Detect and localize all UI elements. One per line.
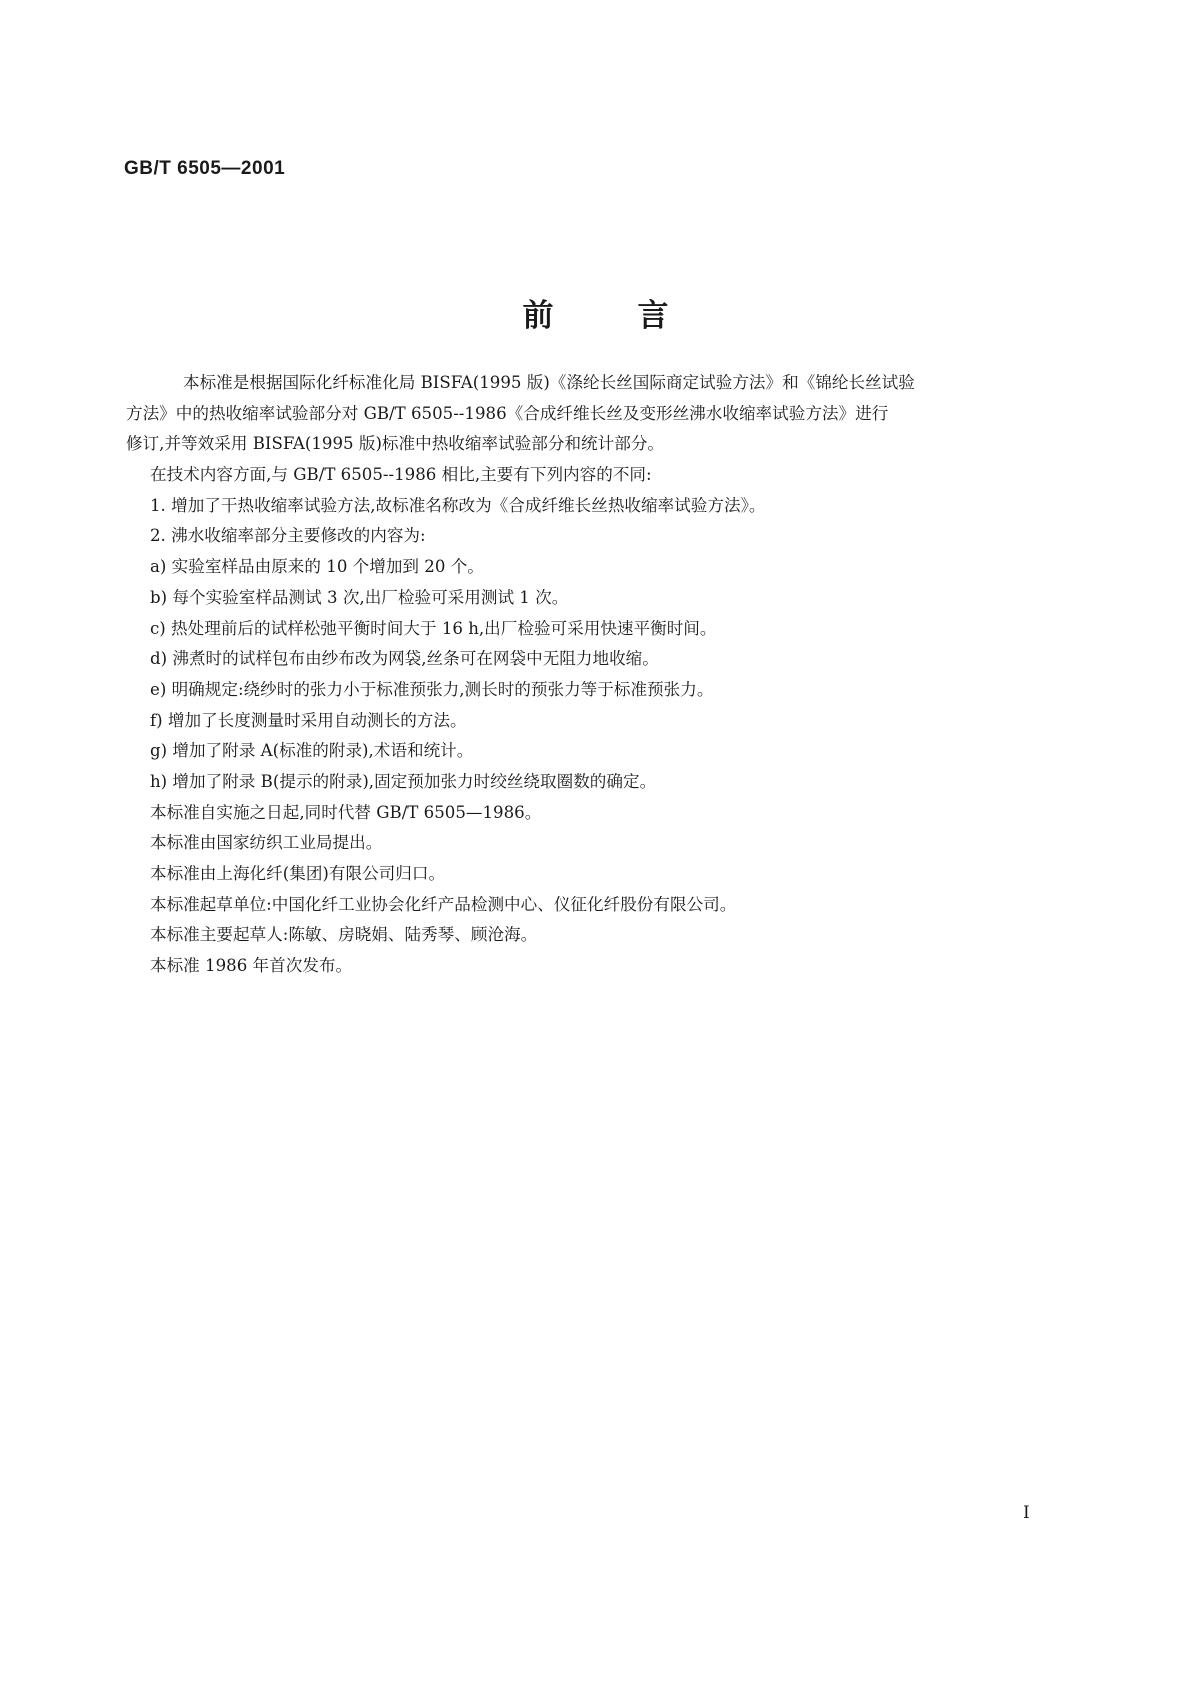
sub-item-a: a) 实验室样品由原来的 10 个增加到 20 个。 <box>150 557 484 577</box>
sub-item-d: d) 沸煮时的试样包布由纱布改为网袋,丝条可在网袋中无阻力地收缩。 <box>150 649 659 669</box>
title-char-2: 言 <box>637 298 669 334</box>
differences-intro: 在技术内容方面,与 GB/T 6505--1986 相比,主要有下列内容的不同: <box>150 465 652 485</box>
sub-item-e: e) 明确规定:绕纱时的张力小于标准预张力,测长时的预张力等于标准预张力。 <box>150 679 714 699</box>
page-title <box>0 290 1191 335</box>
proposed-by-statement: 本标准由国家纺织工业局提出。 <box>150 833 383 853</box>
intro-paragraph-line-2: 方法》中的热收缩率试验部分对 GB/T 6505--1986《合成纤维长丝及变形丝沸水收缩率试验方法》进行 <box>126 403 889 423</box>
title-char-1: 前 <box>522 298 554 334</box>
foreword-body <box>126 368 1074 982</box>
replacement-statement: 本标准自实施之日起,同时代替 GB/T 6505—1986。 <box>150 802 542 822</box>
standard-code-header: GB/T 6505—2001 <box>124 158 286 179</box>
sub-item-h: h) 增加了附录 B(提示的附录),固定预加张力时绞丝绕取圈数的确定。 <box>150 771 657 791</box>
managed-by-statement: 本标准由上海化纤(集团)有限公司归口。 <box>150 864 446 883</box>
list-item-1: 1. 增加了干热收缩率试验方法,故标准名称改为《合成纤维长丝热收缩率试验方法》。 <box>150 495 766 515</box>
sub-item-b: b) 每个实验室样品测试 3 次,出厂检验可采用测试 1 次。 <box>150 587 569 607</box>
sub-item-g: g) 增加了附录 A(标准的附录),术语和统计。 <box>150 741 474 761</box>
drafters-statement: 本标准主要起草人:陈敏、房晓娟、陆秀琴、顾沧海。 <box>150 925 538 945</box>
page-number: I <box>1023 1503 1030 1523</box>
intro-paragraph-line-3: 修订,并等效采用 BISFA(1995 版)标准中热收缩率试验部分和统计部分。 <box>126 434 665 454</box>
sub-item-f: f) 增加了长度测量时采用自动测长的方法。 <box>150 710 467 730</box>
sub-item-c: c) 热处理前后的试样松弛平衡时间大于 16 h,出厂检验可采用快速平衡时间。 <box>150 618 717 638</box>
first-issue-statement: 本标准 1986 年首次发布。 <box>150 956 353 976</box>
list-item-2: 2. 沸水收缩率部分主要修改的内容为: <box>150 526 426 546</box>
drafting-units-statement: 本标准起草单位:中国化纤工业协会化纤产品检测中心、仪征化纤股份有限公司。 <box>150 894 737 914</box>
intro-paragraph-line-1: 本标准是根据国际化纤标准化局 BISFA(1995 版)《涤纶长丝国际商定试验方法》和《锦纶长丝试验 <box>183 373 915 392</box>
